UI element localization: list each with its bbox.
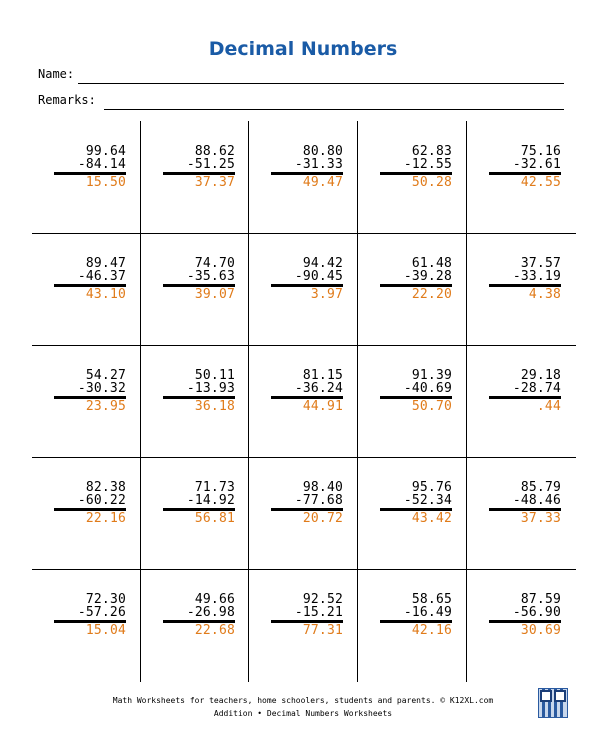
subtrahend: -84.14 [77, 157, 126, 172]
minuend: 61.48 [411, 256, 452, 271]
minuend: 87.59 [520, 592, 561, 607]
minuend: 49.66 [194, 592, 235, 607]
subtrahend: -39.28 [403, 269, 452, 284]
problem-cell [141, 569, 249, 681]
subtrahend: -28.74 [512, 381, 561, 396]
answer: 50.28 [411, 175, 452, 190]
subtrahend: -56.90 [512, 605, 561, 620]
answer: 42.55 [520, 175, 561, 190]
subtrahend: -16.49 [403, 605, 452, 620]
remarks-line [104, 109, 564, 110]
subtraction-problem [54, 369, 126, 413]
problem-cell [467, 569, 575, 681]
subtraction-problem [54, 145, 126, 189]
problem-cell [358, 121, 466, 233]
subtraction-problem [489, 145, 561, 189]
answer: 43.10 [85, 287, 126, 302]
subtrahend: -60.22 [77, 493, 126, 508]
minuend: 50.11 [194, 368, 235, 383]
subtraction-problem [54, 481, 126, 525]
minuend: 92.52 [302, 592, 343, 607]
subtraction-problem [380, 593, 452, 637]
problem-cell [467, 121, 575, 233]
minuend: 74.70 [194, 256, 235, 271]
subtraction-problem [380, 369, 452, 413]
subtrahend: -36.24 [294, 381, 343, 396]
subtraction-problem [271, 481, 343, 525]
subtrahend: -15.21 [294, 605, 343, 620]
problem-cell [249, 457, 357, 569]
answer: 42.16 [411, 623, 452, 638]
answer: 3.97 [310, 287, 343, 302]
subtraction-problem [380, 481, 452, 525]
subtrahend: -12.55 [403, 157, 452, 172]
name-label: Name: [38, 67, 75, 81]
subtraction-problem [163, 481, 235, 525]
problem-cell [32, 345, 140, 457]
problem-cell [141, 233, 249, 345]
subtrahend: -30.32 [77, 381, 126, 396]
problem-cell [249, 233, 357, 345]
answer: 15.50 [85, 175, 126, 190]
subtrahend: -35.63 [186, 269, 235, 284]
answer: 43.42 [411, 511, 452, 526]
problem-cell [467, 233, 575, 345]
problem-cell [358, 345, 466, 457]
problem-cell [32, 569, 140, 681]
worksheet-title: Decimal Numbers [208, 38, 398, 60]
subtraction-problem [54, 593, 126, 637]
subtrahend: -57.26 [77, 605, 126, 620]
subtrahend: -33.19 [512, 269, 561, 284]
problem-cell [358, 457, 466, 569]
subtraction-problem [271, 145, 343, 189]
answer: 77.31 [302, 623, 343, 638]
subtraction-problem [489, 257, 561, 301]
minuend: 88.62 [194, 144, 235, 159]
minuend: 80.80 [302, 144, 343, 159]
answer: 50.70 [411, 399, 452, 414]
subtraction-problem [380, 257, 452, 301]
problem-cell [141, 121, 249, 233]
subtraction-problem [163, 369, 235, 413]
subtraction-problem [54, 257, 126, 301]
problem-cell [249, 121, 357, 233]
minuend: 95.76 [411, 480, 452, 495]
subtrahend: -26.98 [186, 605, 235, 620]
problem-cell [249, 345, 357, 457]
name-line [78, 83, 564, 84]
answer: 56.81 [194, 511, 235, 526]
answer: 39.07 [194, 287, 235, 302]
subtraction-problem [271, 593, 343, 637]
footer-line-1: Math Worksheets for teachers, home schoolers, students and parents. © K12XL.com [112, 696, 494, 705]
problem-cell [358, 569, 466, 681]
minuend: 72.30 [85, 592, 126, 607]
subtrahend: -52.34 [403, 493, 452, 508]
minuend: 58.65 [411, 592, 452, 607]
footer [0, 694, 606, 720]
footer-line-2: Addition • Decimal Numbers Worksheets [213, 709, 393, 718]
minuend: 91.39 [411, 368, 452, 383]
subtraction-problem [489, 481, 561, 525]
subtraction-problem [163, 145, 235, 189]
subtrahend: -46.37 [77, 269, 126, 284]
minuend: 75.16 [520, 144, 561, 159]
name-field[interactable] [38, 66, 74, 82]
problem-cell [32, 233, 140, 345]
answer: 30.69 [520, 623, 561, 638]
qr-code-icon [538, 688, 568, 718]
minuend: 99.64 [85, 144, 126, 159]
subtrahend: -32.61 [512, 157, 561, 172]
problem-cell [467, 457, 575, 569]
answer: .44 [536, 399, 561, 414]
subtrahend: -51.25 [186, 157, 235, 172]
subtraction-problem [271, 369, 343, 413]
answer: 4.38 [528, 287, 561, 302]
remarks-field[interactable] [38, 92, 96, 108]
subtrahend: -48.46 [512, 493, 561, 508]
subtraction-problem [380, 145, 452, 189]
subtrahend: -31.33 [294, 157, 343, 172]
subtraction-problem [489, 593, 561, 637]
minuend: 89.47 [85, 256, 126, 271]
subtraction-problem [163, 593, 235, 637]
minuend: 94.42 [302, 256, 343, 271]
answer: 22.16 [85, 511, 126, 526]
problem-cell [32, 457, 140, 569]
minuend: 71.73 [194, 480, 235, 495]
subtrahend: -90.45 [294, 269, 343, 284]
answer: 37.37 [194, 175, 235, 190]
answer: 20.72 [302, 511, 343, 526]
subtrahend: -77.68 [294, 493, 343, 508]
subtraction-problem [489, 369, 561, 413]
minuend: 54.27 [85, 368, 126, 383]
minuend: 37.57 [520, 256, 561, 271]
problem-cell [358, 233, 466, 345]
answer: 22.68 [194, 623, 235, 638]
minuend: 82.38 [85, 480, 126, 495]
answer: 15.04 [85, 623, 126, 638]
minuend: 85.79 [520, 480, 561, 495]
minuend: 81.15 [302, 368, 343, 383]
problem-cell [141, 457, 249, 569]
subtraction-problem [163, 257, 235, 301]
subtrahend: -40.69 [403, 381, 452, 396]
answer: 44.91 [302, 399, 343, 414]
answer: 36.18 [194, 399, 235, 414]
minuend: 29.18 [520, 368, 561, 383]
subtraction-problem [271, 257, 343, 301]
problem-cell [249, 569, 357, 681]
answer: 49.47 [302, 175, 343, 190]
answer: 37.33 [520, 511, 561, 526]
problem-cell [141, 345, 249, 457]
problem-cell [32, 121, 140, 233]
subtrahend: -14.92 [186, 493, 235, 508]
subtrahend: -13.93 [186, 381, 235, 396]
problem-cell [467, 345, 575, 457]
answer: 23.95 [85, 399, 126, 414]
answer: 22.20 [411, 287, 452, 302]
remarks-label: Remarks: [38, 93, 96, 107]
minuend: 98.40 [302, 480, 343, 495]
minuend: 62.83 [411, 144, 452, 159]
